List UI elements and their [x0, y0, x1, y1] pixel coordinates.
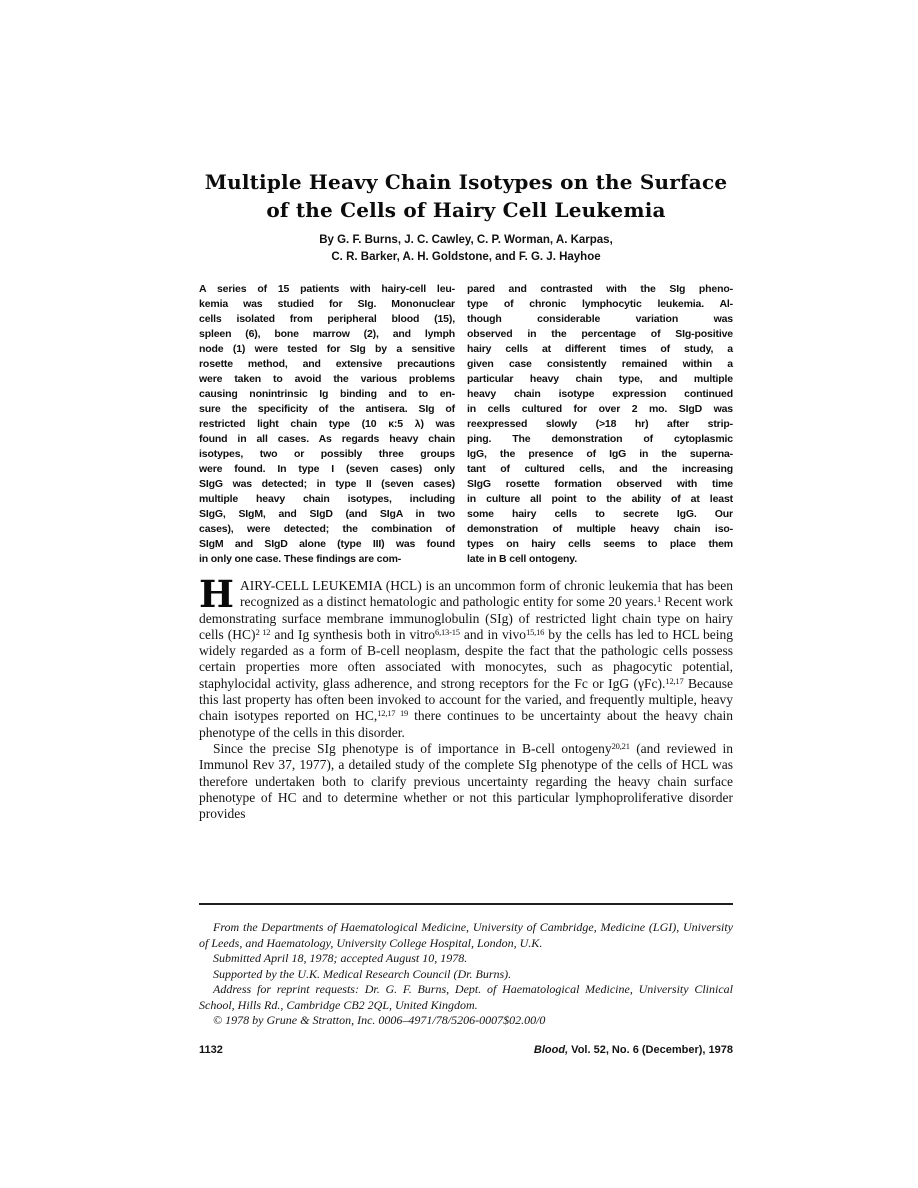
footnote-section: [199, 920, 733, 1029]
journal-citation: Blood, Vol. 52, No. 6 (December), 1978: [533, 1044, 733, 1056]
body-paragraph-1: [199, 572, 734, 741]
byline: [199, 232, 733, 266]
footnote-supported: Supported by the U.K. Medical Research Council (Dr. Burns).: [213, 966, 512, 981]
page-number: 1132: [199, 1044, 223, 1056]
drop-cap: H: [199, 572, 234, 616]
body-section: [199, 572, 734, 822]
abstract-column-right: pared and contrasted with the SIg pheno- type of chronic lymphocytic leukemia. Al- though considerable variation was observed in the percentage of SIg-positive hairy cells at different times of study, a given case consistently remained within a particular heavy chain type, and multiple heavy chain isotype expression continued in cells cultured for over 2 mo. SIgD was reexpressed slowly (>18 hr) after strip- ping. The demonstration of cytoplasmic IgG, the presence of IgG in the superna- tant of cultured cells, and the increasing SIgG rosette formation observed with time in culture all point to the ability of at least some hairy cells to secrete IgG. Our demonstration of multiple heavy chain iso- types on hairy cells seems to place them late in B cell ontogeny.: [467, 283, 733, 565]
title-line-2: of the Cells of Hairy Cell Leukemia: [266, 198, 666, 222]
byline-line-2: C. R. Barker, A. H. Goldstone, and F. G. J. Hayhoe: [331, 251, 601, 263]
byline-line-1: By G. F. Burns, J. C. Cawley, C. P. Worman, A. Karpas,: [319, 234, 613, 246]
body-paragraph-2: Since the precise SIg phenotype is of importance in B-cell ontogeny$^{20,21}$ (and reviewed in Immunol Rev 37, 1977), a detailed study of the complete SIg phenotype of the cells of HCL was therefore undertaken both to clarify previous uncertainty regarding the heavy chain surface phenotype of HC and to determine whether or not this particular lymphoproliferative disorder provides: [199, 740, 733, 822]
footnote-copyright: © 1978 by Grune & Stratton, Inc. 0006–4971/78/5206-0007$02.00/0: [213, 1013, 546, 1027]
footnote-submitted: Submitted April 18, 1978; accepted August 10, 1978.: [213, 951, 468, 965]
title-line-1: Multiple Heavy Chain Isotypes on the Surface: [204, 170, 728, 194]
page-footer: [199, 1044, 733, 1056]
article-title: [199, 168, 733, 224]
body-paragraph-1-text: AIRY-CELL LEUKEMIA (HCL) is an uncommon form of chronic leukemia that has been recognized as a distinct hematologic and pathologic entity for some 20 years.$^1$ Recent work demonstrating surface membrane immunoglobulin (SIg) of restricted light chain type on hairy cells (HC)$^{2 12}$ and Ig synthesis both in vitro$^{6,13-15}$ and in vivo$^{15,16}$ by the cells has led to HCL being widely regarded as a form of B-cell neoplasm, despite the fact that the pathologic cells possess certain properties more often associated with monocytes, such as phagocytic potential, staphylocidal activity, glass adherence, and strong receptors for the Fc or IgG (γFc).$^{12,17}$ Because this last property has often been invoked to account for the varied, and frequently multiple, heavy chain isotypes reported on HC,$^{12,17 19}$ there continues to be uncertainty about the heavy chain phenotype of the cells in this disorder.: [199, 578, 734, 740]
abstract-section: [199, 282, 733, 567]
footnote-rule: [199, 903, 733, 905]
abstract-column-left: A series of 15 patients with hairy-cell leu- kemia was studied for SIg. Mononuclear cells isolated from peripheral blood (15), spleen (6), bone marrow (2), and lymph node (1) were tested for SIg by a sensitive rosette method, and extensive precautions were taken to avoid the various problems causing nonintrinsic Ig binding and to en- sure the specificity of the antisera. SIg of restricted light chain type (10 κ:5 λ) was found in all cases. As regards heavy chain isotypes, two or possibly three groups were found. In type I (seven cases) only SIgG was detected; in type II (seven cases) multiple heavy chain isotypes, including SIgG, SIgM, and SIgD (and SIgA in two cases), were detected; the combination of SIgM and SIgD alone (type III) was found in only one case. These findings are com-: [199, 283, 455, 565]
footnote-reprints: Address for reprint requests: Dr. G. F. Burns, Dept. of Haematological Medicine, University Clinical School, Hills Rd., Cambridge CB2 2QL, United Kingdom.: [199, 982, 733, 1012]
footnote-affiliations: From the Departments of Haematological Medicine, University of Cambridge, Medicine (LGI), University of Leeds, and Haematology, University College Hospital, London, U.K.: [199, 920, 733, 950]
